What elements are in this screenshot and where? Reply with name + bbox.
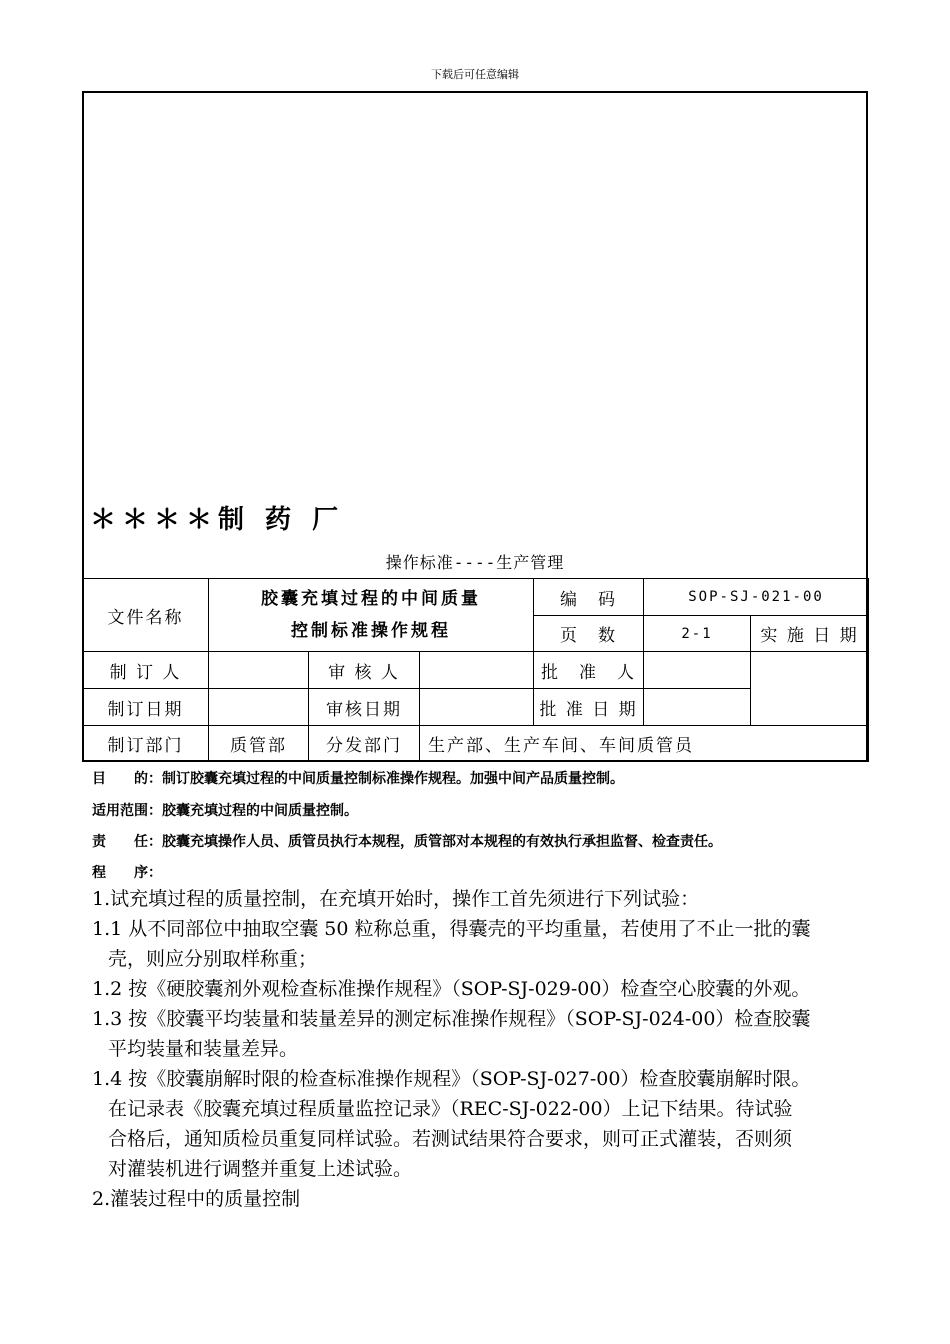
code-value: SOP-SJ-021-00 [644,579,869,616]
standard-subtitle: 操作标准----生产管理 [385,553,565,572]
scope-line [92,800,358,820]
responsibility-text: 胶囊充填操作人员、质管员执行本规程，质管部对本规程的有效执行承担监督、检查责任。 [162,834,722,850]
code-label: 编 码 [534,579,644,616]
purpose-text: 制订胶囊充填过程的中间质量控制标准操作规程。加强中间产品质量控制。 [162,771,624,787]
header-note: 下载后可任意编辑 [431,68,519,81]
maker-label: 制 订 人 [83,652,209,689]
pages-label: 页 数 [534,616,644,652]
approve-date-value [644,689,751,726]
dist-dept-label: 分发部门 [309,726,420,762]
company-name: ＊＊＊＊制 药 厂 [90,505,345,535]
scope-text: 胶囊充填过程的中间质量控制。 [162,803,358,819]
doc-name-value [209,579,534,652]
pages-value: 2-1 [644,616,751,652]
document-info-table [82,578,869,762]
step-1-4-line-1: 1.4 按《胶囊崩解时限的检查标准操作规程》（SOP-SJ-027-00）检查胶囊崩解时限。 [92,1068,811,1090]
step-1-3-line-1: 1.3 按《胶囊平均装量和装量差异的测定标准操作规程》（SOP-SJ-024-00）检查胶囊 [92,1008,811,1030]
impl-date-value [751,652,869,726]
procedure-line [92,862,162,882]
make-date-label: 制订日期 [83,689,209,726]
maker-value [209,652,309,689]
responsibility-line [92,831,722,851]
dist-dept-value: 生产部、生产车间、车间质管员 [420,726,869,762]
approve-date-label: 批 准 日 期 [534,689,644,726]
doc-name-line-1: 胶囊充填过程的中间质量 [261,589,482,609]
responsibility-label: 责 任： [92,834,162,850]
doc-name-label: 文件名称 [83,579,209,652]
purpose-line [92,768,624,788]
step-1-3-line-2: 平均装量和装量差异。 [108,1038,299,1060]
approver-label: 批 准 人 [534,652,644,689]
make-dept-label: 制订部门 [83,726,209,762]
step-1-1-line-2: 壳，则应分别取样称重； [108,948,318,970]
impl-date-label: 实 施 日 期 [751,616,869,652]
review-date-value [420,689,534,726]
step-1-2: 1.2 按《硬胶囊剂外观检查标准操作规程》（SOP-SJ-029-00）检查空心胶囊的外观。 [92,978,811,1000]
step-1-4-line-4: 对灌装机进行调整并重复上述试验。 [108,1158,413,1180]
reviewer-value [420,652,534,689]
step-1: 1.试充填过程的质量控制，在充填开始时，操作工首先须进行下列试验： [92,888,700,910]
purpose-label: 目 的： [92,771,162,787]
step-1-4-line-2: 在记录表《胶囊充填过程质量监控记录》（REC-SJ-022-00）上记下结果。待试验 [108,1098,793,1120]
scope-label: 适用范围： [92,803,162,819]
procedure-body [92,884,862,1214]
step-2: 2.灌装过程中的质量控制 [92,1188,301,1210]
approver-value [644,652,751,689]
procedure-label: 程 序： [92,865,162,881]
step-1-4-line-3: 合格后，通知质检员重复同样试验。若测试结果符合要求，则可正式灌装，否则须 [108,1128,793,1150]
step-1-1-line-1: 1.1 从不同部位中抽取空囊 50 粒称总重，得囊壳的平均重量，若使用了不止一批的囊 [92,918,811,940]
doc-name-line-2: 控制标准操作规程 [291,621,452,641]
make-date-value [209,689,309,726]
make-dept-value: 质管部 [209,726,309,762]
reviewer-label: 审 核 人 [309,652,420,689]
review-date-label: 审核日期 [309,689,420,726]
